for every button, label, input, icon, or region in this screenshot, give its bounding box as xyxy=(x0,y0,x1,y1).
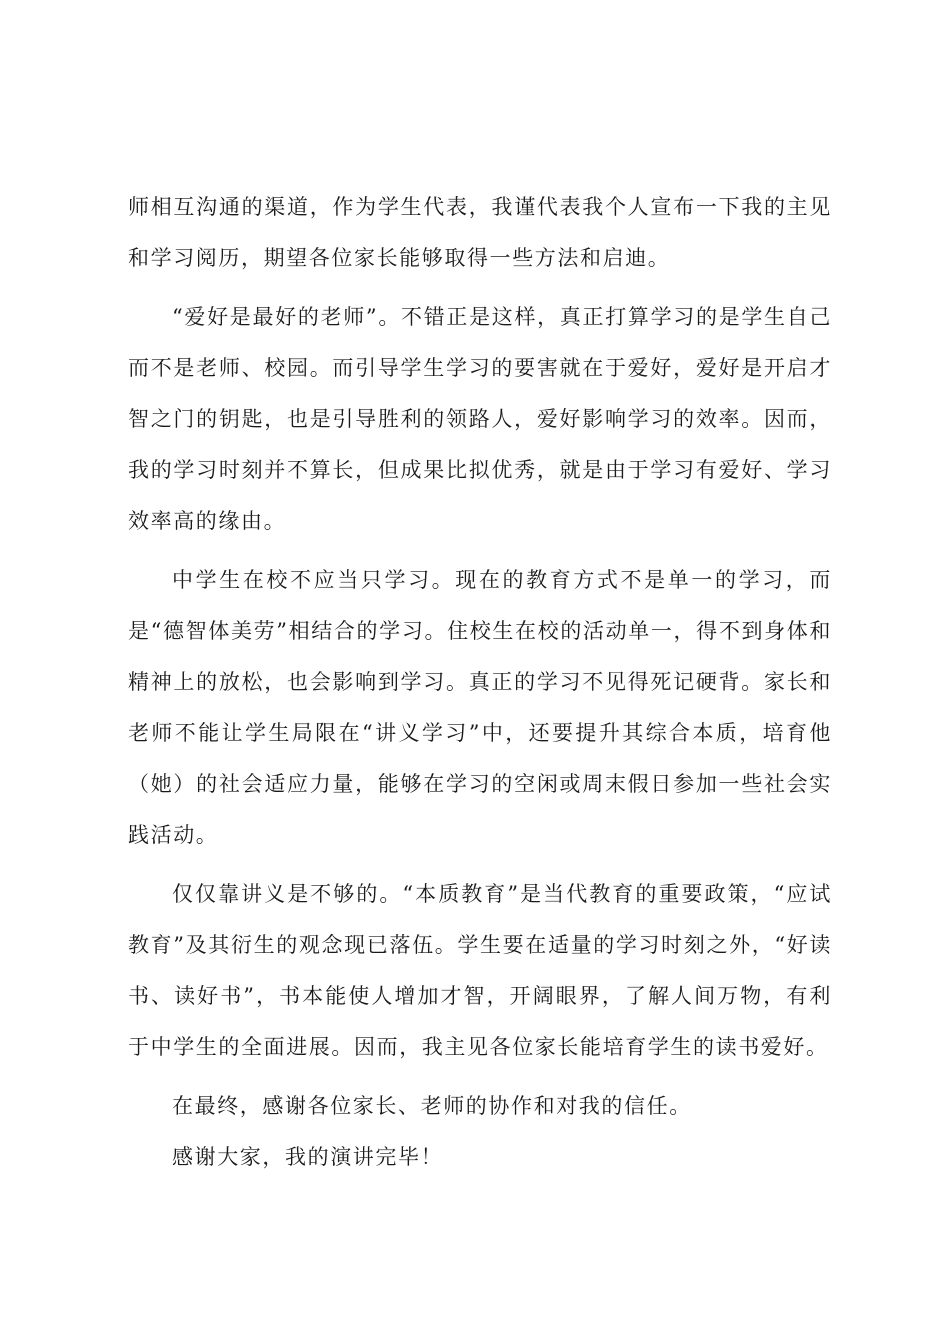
paragraph-2: “爱好是最好的老师”。不错正是这样，真正打算学习的是学生自己而不是老师、校园。而引导学生学习的要害就在于爱好，爱好是开启才智之门的钥匙，也是引导胜利的领路人，爱好影响学习的效率。因而，我的学习时刻并不算长，但成果比拟优秀，就是由于学习有爱好、学习效率高的缘由。 xyxy=(128,305,832,533)
paragraph-6: 感谢大家，我的演讲完毕！ xyxy=(172,1145,444,1169)
paragraph-1: 师相互沟通的渠道，作为学生代表，我谨代表我个人宣布一下我的主见和学习阅历，期望各位家长能够取得一些方法和启迪。 xyxy=(128,195,832,270)
paragraph-5: 在最终，感谢各位家长、老师的协作和对我的信任。 xyxy=(172,1094,692,1118)
document-body xyxy=(128,182,832,1183)
paragraph-4: 仅仅靠讲义是不够的。“本质教育”是当代教育的重要政策，“应试教育”及其衍生的观念现已落伍。学生要在适量的学习时刻之外，“好读书、读好书”，书本能使人增加才智，开阔眼界，了解人间万物，有利于中学生的全面进展。因而，我主见各位家长能培育学生的读书爱好。 xyxy=(128,882,832,1059)
paragraph-3: 中学生在校不应当只学习。现在的教育方式不是单一的学习，而是“德智体美劳”相结合的学习。住校生在校的活动单一，得不到身体和精神上的放松，也会影响到学习。真正的学习不见得死记硬背。家长和老师不能让学生局限在“讲义学习”中，还要提升其综合本质，培育他（她）的社会适应力量，能够在学习的空闲或周末假日参加一些社会实践活动。 xyxy=(128,568,832,847)
